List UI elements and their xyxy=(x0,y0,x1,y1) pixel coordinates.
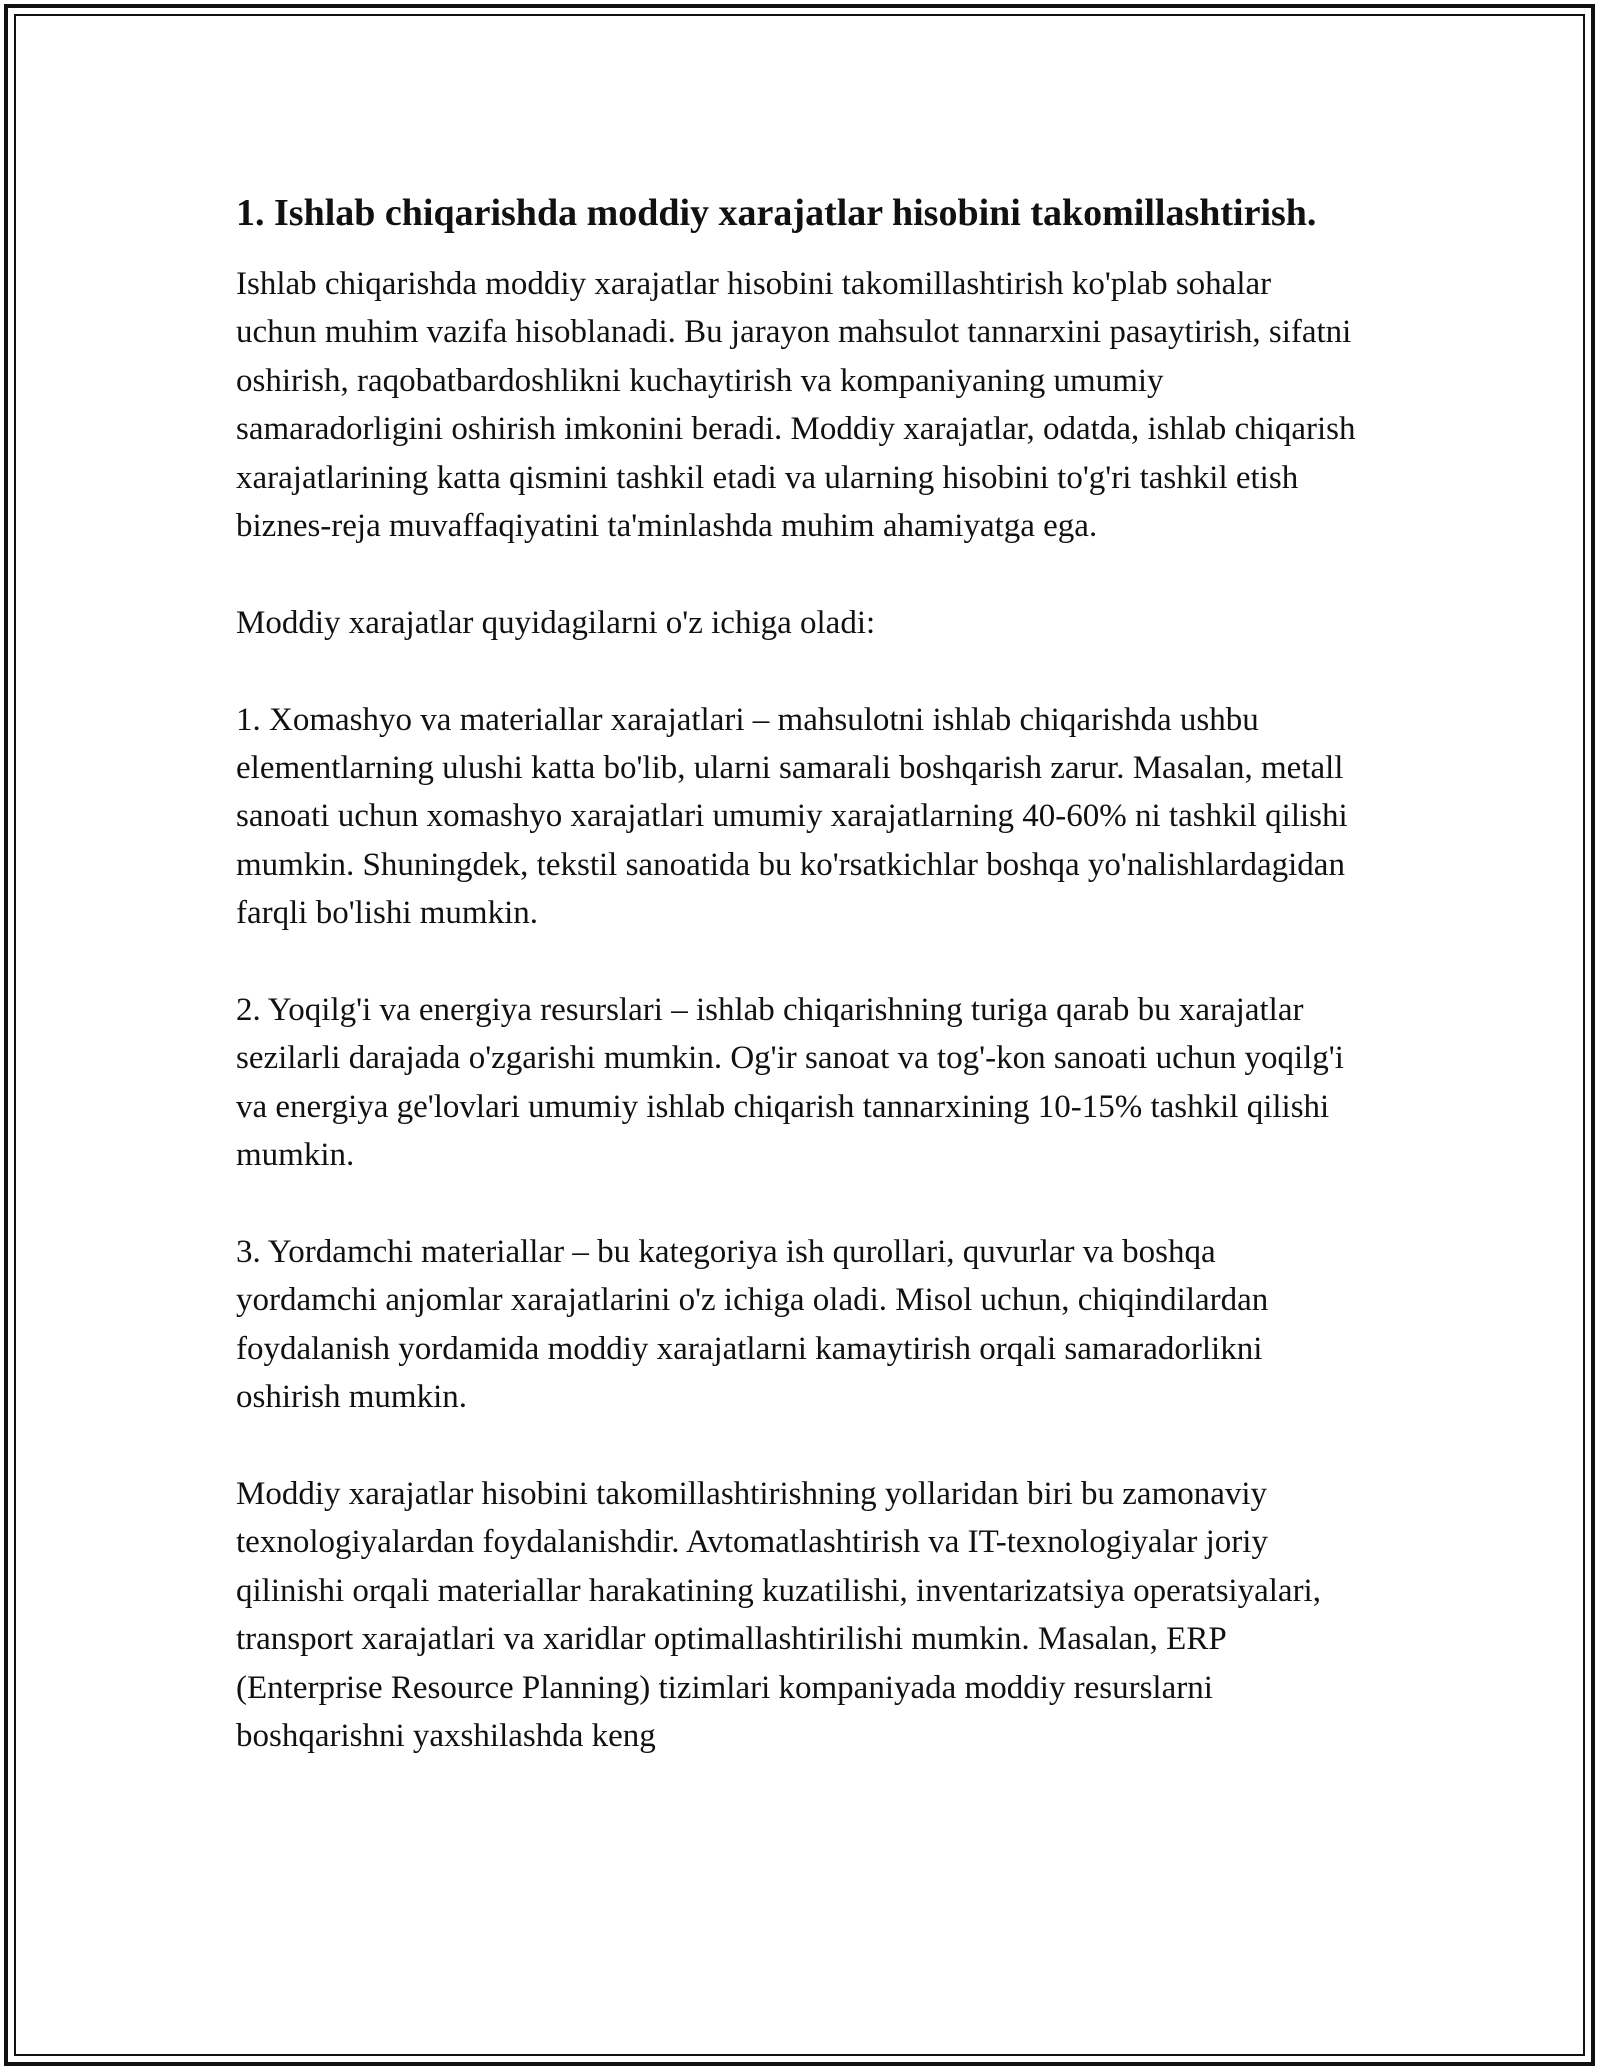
paragraph-technology: Moddiy xarajatlar hisobini takomillashtirishning yollaridan biri bu zamonaviy texnologiyalardan foydalanishdir. Avtomatlashtirish va IT-texnologiyalar joriy qilinishi orqali materiallar harakatining kuzatilishi, inventarizatsiya operatsiyalari, transport xarajatlari va xaridlar optimallashtirilishi mumkin. Masalan, ERP (Enterprise Resource Planning) tizimlari kompaniyada moddiy resurslarni boshqarishni yaxshilashda keng xyxy=(236,1476,1321,1755)
paragraph-list-lead: Moddiy xarajatlar quyidagilarni o'z ichiga oladi: xyxy=(236,604,876,641)
paragraph-intro: Ishlab chiqarishda moddiy xarajatlar hisobini takomillashtirish ko'plab sohalar uchun muhim vazifa hisoblanadi. Bu jarayon mahsulot tannarxini pasaytirish, sifatni oshirish, raqobatbardoshlikni kuchaytirish va kompaniyaning umumiy samaradorligini oshirish imkonini beradi. Moddiy xarajatlar, odatda, ishlab chiqarish xarajatlarining katta qismini tashkil etadi va ularning hisobini to'g'ri tashkil etish biznes-reja muvaffaqiyatini ta'minlashda muhim ahamiyatga ega. xyxy=(236,266,1356,545)
section-heading: 1. Ishlab chiqarishda moddiy xarajatlar hisobini takomillashtirish. xyxy=(236,192,1317,234)
paragraph-item-auxiliary-materials: 3. Yordamchi materiallar – bu kategoriya ish qurollari, quvurlar va boshqa yordamchi anjomlar xarajatlarini o'z ichiga oladi. Misol uchun, chiqindilardan foydalanish yordamida moddiy xarajatlarni kamaytirish orqali samaradorlikni oshirish mumkin. xyxy=(236,1234,1269,1416)
paragraph-item-raw-materials: 1. Xomashyo va materiallar xarajatlari – mahsulotni ishlab chiqarishda ushbu elementlarning ulushi katta bo'lib, ularni samarali boshqarish zarur. Masalan, metall sanoati uchun xomashyo xarajatlari umumiy xarajatlarning 40-60% ni tashkil qilishi mumkin. Shuningdek, tekstil sanoatida bu ko'rsatkichlar boshqa yo'nalishlardagidan farqli bo'lishi mumkin. xyxy=(236,701,1348,932)
document-body xyxy=(236,186,1356,1761)
paragraph-item-fuel-energy: 2. Yoqilg'i va energiya resurslari – ishlab chiqarishning turiga qarab bu xarajatlar sezilarli darajada o'zgarishi mumkin. Og'ir sanoat va tog'-kon sanoati uchun yoqilg'i va energiya ge'lovlari umumiy ishlab chiqarish tannarxining 10-15% tashkil qilishi mumkin. xyxy=(236,992,1344,1174)
